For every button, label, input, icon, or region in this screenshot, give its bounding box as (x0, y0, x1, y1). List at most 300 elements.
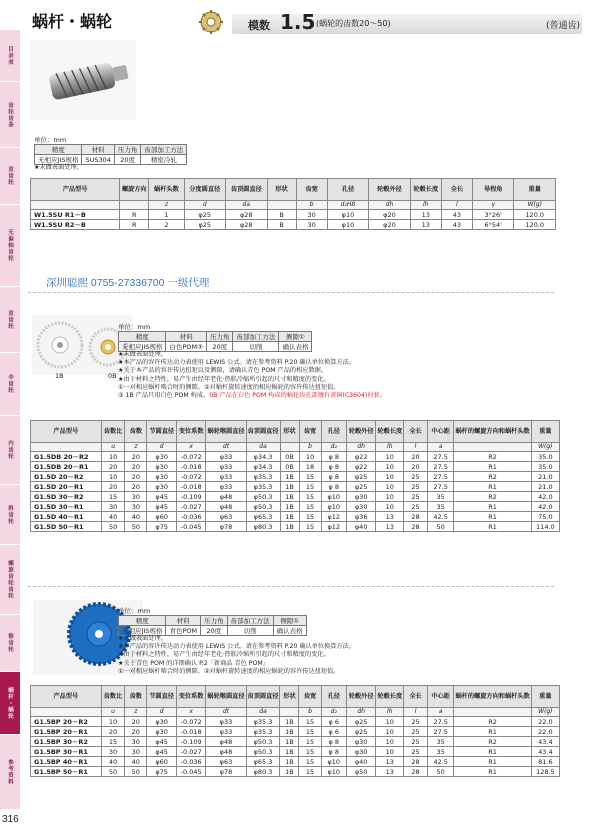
table-cell: 1B (280, 717, 299, 727)
product-code: G1.5D 30－R1 (31, 502, 102, 512)
column-header: 孔径 (327, 179, 369, 201)
table-cell: 50 (125, 767, 147, 777)
table-cell: -0.018 (176, 462, 206, 472)
table-cell: φ48 (206, 747, 246, 757)
table-cell: φ25 (346, 717, 376, 727)
table-cell: 13 (410, 210, 441, 220)
column-symbol: z (149, 201, 184, 210)
column-symbol: da (226, 201, 268, 210)
column-symbol (267, 201, 296, 210)
column-header: 重量 (531, 686, 559, 708)
type-note: (普通齿) (545, 21, 580, 31)
table-cell: φ30 (346, 747, 376, 757)
product-code: W1.5SU R1－B (31, 210, 120, 220)
product-code: W1.5SU R2－B (31, 220, 120, 230)
divider (28, 586, 554, 587)
table-cell: 13 (410, 220, 441, 230)
table-row (31, 482, 560, 492)
note-text: ③ 1B 产品只用白色 POM 构成。 (118, 392, 210, 400)
sidebar-tab[interactable]: 齿轮齿条 (0, 82, 20, 148)
table-cell: 20 (101, 482, 124, 492)
table-cell: -0.018 (176, 727, 206, 737)
table-cell: 27.5 (427, 452, 454, 462)
column-symbol: a (427, 443, 454, 452)
page-title: 蜗杆・蜗轮 (32, 12, 113, 31)
table-cell: 20 (404, 452, 428, 462)
column-header: 重量 (514, 179, 556, 201)
table-cell: 43 (441, 210, 472, 220)
product-code: G1.5D 30－R2 (31, 492, 102, 502)
table-cell: φ80.3 (246, 522, 280, 532)
table-cell: φ60 (147, 757, 177, 767)
table-cell: 1B (280, 512, 299, 522)
table-cell: φ30 (147, 462, 177, 472)
table-cell: 20 (404, 462, 428, 472)
column-header: 轮毂长度 (376, 686, 404, 708)
spec-value: SUS304 (82, 155, 114, 165)
table-cell: φ20 (369, 210, 411, 220)
table-cell: φ30 (147, 452, 177, 462)
column-symbol: da (246, 708, 280, 717)
table-cell: 30 (296, 220, 327, 230)
table-cell: 35 (427, 492, 454, 502)
column-symbol: z (125, 708, 147, 717)
table-cell: 20 (125, 472, 147, 482)
column-header: 全长 (404, 421, 428, 443)
product-code: G1.5BP 30－R2 (31, 737, 102, 747)
table-cell: 25 (404, 717, 428, 727)
notes (34, 164, 83, 172)
white-worm-wheel-table (30, 420, 560, 532)
gear-icon (196, 10, 226, 34)
column-header: 轮毂外径 (369, 179, 411, 201)
table-cell: 27.5 (427, 462, 454, 472)
table-row (31, 767, 560, 777)
table-cell: 6°54' (472, 220, 514, 230)
table-cell: 3°26' (472, 210, 514, 220)
table-row (31, 210, 556, 220)
product-code: G1.5BP 40－R1 (31, 757, 102, 767)
table-row (31, 512, 560, 522)
table-cell: φ80.3 (246, 767, 280, 777)
table-cell: 15 (299, 717, 321, 727)
column-symbol (31, 443, 102, 452)
sidebar-tab[interactable]: 无偏轴齿轮 (0, 205, 20, 287)
column-header: 孔径 (321, 686, 346, 708)
table-cell: 10 (101, 717, 124, 727)
note-line: ★未做表面处理。 (34, 164, 83, 171)
table-cell: φ34.3 (246, 462, 280, 472)
spec-value: 20度 (206, 342, 233, 352)
column-symbol: u (101, 443, 124, 452)
spec-value: 20度 (201, 626, 228, 636)
table-cell: 28 (404, 767, 428, 777)
table-cell: 128.5 (531, 767, 559, 777)
table-cell: φ75 (147, 767, 177, 777)
table-cell: 30 (101, 502, 124, 512)
table-cell: 50 (101, 522, 124, 532)
column-symbol: lh (410, 201, 441, 210)
spec-value: 确认表格 (279, 342, 312, 352)
spec-value: 无相应JIS规格 (35, 155, 82, 165)
table-cell: 30 (296, 210, 327, 220)
table-cell: 1B (280, 502, 299, 512)
column-symbol: γ (472, 201, 514, 210)
spec-header: 压力角 (201, 616, 228, 626)
table-cell: 22.0 (531, 727, 559, 737)
table-cell: 42.0 (531, 492, 559, 502)
table-cell: 42.5 (427, 512, 454, 522)
column-header: 中心距 (427, 421, 454, 443)
table-row (31, 757, 560, 767)
table-row (31, 717, 560, 727)
table-row (31, 452, 560, 462)
spec-header: 齿部加工方法 (233, 332, 279, 342)
notes (118, 351, 386, 400)
table-cell: 13 (376, 757, 404, 767)
table-cell: φ60 (147, 512, 177, 522)
spec-value: 确认表格 (273, 626, 306, 636)
table-cell: -0.018 (176, 482, 206, 492)
spec-header: 压力角 (114, 145, 141, 155)
column-header: 轮毂长度 (376, 421, 404, 443)
note-line: ★本产品的容许传达动力表使用 LEWIS 公式。请在参考资料 P.20 确认单位换算方法。 (118, 359, 356, 367)
table-cell: φ48 (206, 502, 246, 512)
table-cell: 20 (101, 727, 124, 737)
table-cell: R1 (454, 757, 531, 767)
table-cell: 15 (299, 502, 321, 512)
table-cell: φ48 (206, 737, 246, 747)
module-label: 模数 (248, 19, 270, 32)
column-symbol: d₂H8 (327, 201, 369, 210)
table-cell: φ50.3 (246, 492, 280, 502)
sidebar-tab[interactable]: 目录表 (0, 30, 20, 82)
table-cell: 25 (404, 747, 428, 757)
sidebar-tab[interactable]: 直齿轮 (0, 148, 20, 205)
note-line: ★关于青色 POM 的详细确认 P.2「新商品 青色 POM」 (118, 659, 269, 667)
table-cell: 30 (101, 747, 124, 757)
table-cell: φ10 (327, 220, 369, 230)
table-cell: φ 6 (321, 717, 346, 727)
table-cell: 15 (101, 492, 124, 502)
table-cell: 25 (404, 502, 428, 512)
table-cell: -0.045 (176, 767, 206, 777)
column-symbol: dh (346, 708, 376, 717)
sidebar-tab[interactable]: 参考资料 (0, 735, 20, 810)
column-header: 齿数比 (101, 686, 124, 708)
table-cell: φ25 (184, 210, 226, 220)
column-symbol (280, 708, 299, 717)
table-cell: 15 (299, 512, 321, 522)
table-cell: φ65.3 (246, 512, 280, 522)
table-cell: φ40 (346, 522, 376, 532)
table-cell: 1B (280, 472, 299, 482)
sidebar-tab[interactable]: 螺旋齿轮齿轮 (0, 545, 20, 615)
table-cell: 50 (101, 767, 124, 777)
spec-header: 精度 (35, 145, 82, 155)
product-code: G1.5DB 20－R1 (31, 462, 102, 472)
column-symbol: b (296, 201, 327, 210)
table-cell: 1B (280, 522, 299, 532)
teeth-note: (蜗轮的齿数20〜50) (316, 19, 391, 28)
table-cell: R1 (454, 512, 531, 522)
table-cell: 25 (404, 492, 428, 502)
column-symbol: x (176, 443, 206, 452)
table-cell: 1B (280, 482, 299, 492)
table-cell: B (267, 210, 296, 220)
table-cell: φ10 (321, 502, 346, 512)
table-cell: 15 (299, 522, 321, 532)
table-cell: φ35.3 (246, 727, 280, 737)
table-cell: 35 (427, 747, 454, 757)
column-symbol: dt (206, 443, 246, 452)
table-cell: φ 8 (321, 482, 346, 492)
module-value: 1.5 (280, 10, 316, 34)
table-cell: 10 (376, 502, 404, 512)
table-row (31, 737, 560, 747)
table-cell: 1 (149, 210, 184, 220)
table-cell: 10 (376, 462, 404, 472)
table-cell: 10 (376, 452, 404, 462)
table-cell: 0B (280, 462, 299, 472)
table-cell: -0.036 (176, 757, 206, 767)
table-cell: -0.027 (176, 502, 206, 512)
table-row (31, 502, 560, 512)
table-cell: -0.072 (176, 452, 206, 462)
notes (118, 635, 355, 676)
unit-label: 单位：mm (34, 136, 67, 144)
table-cell: 25 (404, 482, 428, 492)
column-header: 齿宽 (299, 421, 321, 443)
table-cell: φ20 (369, 220, 411, 230)
spec-header: 压力角 (206, 332, 233, 342)
table-cell: 15 (299, 737, 321, 747)
table-cell: 35.0 (531, 462, 559, 472)
note-line: ★未做表面处理。 (118, 635, 167, 642)
table-cell: φ75 (147, 522, 177, 532)
table-cell: -0.109 (176, 492, 206, 502)
spec-value: 精密冷轧 (141, 155, 187, 165)
table-cell: -0.072 (176, 472, 206, 482)
product-code: G1.5DB 20－R2 (31, 452, 102, 462)
column-symbol: d (184, 201, 226, 210)
table-cell: -0.036 (176, 512, 206, 522)
table-cell: 20 (125, 717, 147, 727)
table-cell: φ63 (206, 757, 246, 767)
table-cell: φ25 (184, 220, 226, 230)
table-cell: -0.027 (176, 747, 206, 757)
table-cell: -0.045 (176, 522, 206, 532)
product-code: G1.5BP 30－R1 (31, 747, 102, 757)
table-cell: 42.5 (427, 757, 454, 767)
table-cell: φ12 (321, 522, 346, 532)
table-cell: -0.109 (176, 737, 206, 747)
column-header: 齿数比 (101, 421, 124, 443)
table-cell: φ 8 (321, 472, 346, 482)
table-cell: φ33 (206, 452, 246, 462)
table-cell: φ25 (346, 482, 376, 492)
table-cell: φ45 (147, 492, 177, 502)
table-cell: φ65.3 (246, 757, 280, 767)
column-header: 中心距 (427, 686, 454, 708)
table-cell: 25 (404, 472, 428, 482)
column-symbol: l (404, 443, 428, 452)
table-cell: φ 8 (321, 747, 346, 757)
table-cell: R1 (454, 767, 531, 777)
column-symbol: lh (376, 708, 404, 717)
table-cell: φ22 (346, 452, 376, 462)
table-cell: φ 8 (321, 737, 346, 747)
sidebar-tab[interactable]: 内齿轮 (0, 416, 20, 485)
page-number: 316 (2, 814, 19, 825)
column-header: 全长 (441, 179, 472, 201)
sidebar-tab[interactable]: 直齿轮 (0, 287, 20, 353)
photo-label-1b: 1B (55, 372, 64, 380)
white-worm-wheel-photo (32, 315, 132, 375)
table-cell: 20 (125, 727, 147, 737)
note-line (118, 392, 386, 400)
column-symbol: da (246, 443, 280, 452)
table-cell: 30 (125, 492, 147, 502)
table-cell: φ45 (147, 737, 177, 747)
table-cell: 13 (376, 767, 404, 777)
blue-worm-wheel-table (30, 685, 560, 777)
spec-header: 齿部加工方法 (227, 616, 273, 626)
spec-table (34, 144, 187, 165)
spec-value: 无相应JIS规格 (119, 626, 166, 636)
table-cell: φ36 (346, 512, 376, 522)
table-cell: φ25 (346, 472, 376, 482)
table-cell: 10 (376, 492, 404, 502)
table-cell: 25 (404, 737, 428, 747)
spec-header: 齿部加工方法 (141, 145, 187, 155)
table-cell: 13 (376, 512, 404, 522)
table-cell: 75.0 (531, 512, 559, 522)
table-cell: φ35.3 (246, 472, 280, 482)
spec-header: 材料 (166, 616, 201, 626)
column-header: 齿顶圆直径 (246, 421, 280, 443)
spec-value: 切削 (227, 626, 273, 636)
column-symbol (280, 443, 299, 452)
spec-value: 20度 (114, 155, 141, 165)
column-symbol (31, 708, 102, 717)
column-header: 齿顶圆直径 (226, 179, 268, 201)
table-cell: φ 6 (321, 727, 346, 737)
table-cell: 22.0 (531, 717, 559, 727)
column-header: 蜗杆的螺旋方向和蜗杆头数 (454, 421, 531, 443)
column-header: 蜗杆的螺旋方向和蜗杆头数 (454, 686, 531, 708)
column-symbol: dh (346, 443, 376, 452)
spec-table (118, 615, 307, 636)
column-symbol: W(g) (531, 443, 559, 452)
table-cell: φ30 (346, 502, 376, 512)
table-cell: φ28 (226, 220, 268, 230)
table-cell: 40 (101, 757, 124, 767)
table-row (31, 472, 560, 482)
table-cell: 120.0 (514, 220, 556, 230)
column-symbol: W(g) (531, 708, 559, 717)
table-cell: R1 (454, 522, 531, 532)
table-cell: 1B (280, 492, 299, 502)
column-header: 蜗轮喉圆直径 (206, 421, 246, 443)
table-cell: 20 (125, 462, 147, 472)
table-cell: φ45 (147, 502, 177, 512)
table-cell: 43 (441, 220, 472, 230)
table-cell: 13 (376, 522, 404, 532)
table-cell: φ30 (147, 717, 177, 727)
column-header: 全长 (404, 686, 428, 708)
table-cell: 27.5 (427, 717, 454, 727)
table-cell: R1 (454, 502, 531, 512)
table-cell: 27.5 (427, 482, 454, 492)
column-symbol: x (176, 708, 206, 717)
sidebar-tab[interactable]: 蜗杆・蜗轮 (0, 672, 20, 735)
table-cell: 40 (101, 512, 124, 522)
spec-header: 精度 (119, 332, 166, 342)
table-cell: R1 (454, 482, 531, 492)
table-cell: 50 (427, 522, 454, 532)
table-cell: φ33 (206, 717, 246, 727)
table-cell: B (267, 220, 296, 230)
table-cell: 21.0 (531, 482, 559, 492)
table-cell: 50 (427, 767, 454, 777)
column-symbol: z (125, 443, 147, 452)
table-cell: 27.5 (427, 472, 454, 482)
table-cell: 43.4 (531, 747, 559, 757)
column-header: 轮毂外径 (346, 686, 376, 708)
spec-header: 侧隙① (273, 616, 306, 626)
sidebar-tab[interactable]: 斜齿轮 (0, 485, 20, 545)
column-header: 齿顶圆直径 (246, 686, 280, 708)
sidebar-tab[interactable]: 锥齿轮 (0, 615, 20, 672)
table-cell: 15 (299, 727, 321, 737)
column-symbol: l (441, 201, 472, 210)
table-cell: φ45 (147, 747, 177, 757)
table-cell: φ25 (346, 727, 376, 737)
sidebar-tab[interactable]: 伞齿轮 (0, 353, 20, 416)
table-cell: φ10 (321, 757, 346, 767)
column-symbol: b (299, 708, 321, 717)
table-cell: 25 (404, 727, 428, 737)
note-line: ★本产品的容许传达动力表使用 LEWIS 公式。请在参考资料 P.20 确认单位换算方法。 (118, 643, 356, 651)
table-cell: 1B (280, 767, 299, 777)
table-cell: R (120, 210, 149, 220)
column-header: 节圆直径 (147, 686, 177, 708)
table-cell: 1B (280, 747, 299, 757)
table-cell: φ10 (327, 210, 369, 220)
spec-value: 切削 (233, 342, 279, 352)
table-cell: 50 (125, 522, 147, 532)
column-header: 分度圆直径 (184, 179, 226, 201)
table-cell: φ 8 (321, 462, 346, 472)
table-cell: φ50.3 (246, 737, 280, 747)
product-code: G1.5BP 20－R1 (31, 727, 102, 737)
product-code: G1.5BP 50－R1 (31, 767, 102, 777)
spec-header: 材料 (82, 145, 114, 155)
column-header: 齿宽 (299, 686, 321, 708)
table-cell: φ30 (147, 472, 177, 482)
column-header: 形状 (280, 421, 299, 443)
table-cell: 81.6 (531, 757, 559, 767)
column-symbol: l (404, 708, 428, 717)
spec-value: 白色POM③ (166, 342, 206, 352)
table-cell: R2 (454, 492, 531, 502)
worm-table (30, 178, 556, 230)
column-header: 齿宽 (296, 179, 327, 201)
table-cell: 30 (125, 737, 147, 747)
table-cell: R (120, 220, 149, 230)
table-cell: 30 (125, 502, 147, 512)
